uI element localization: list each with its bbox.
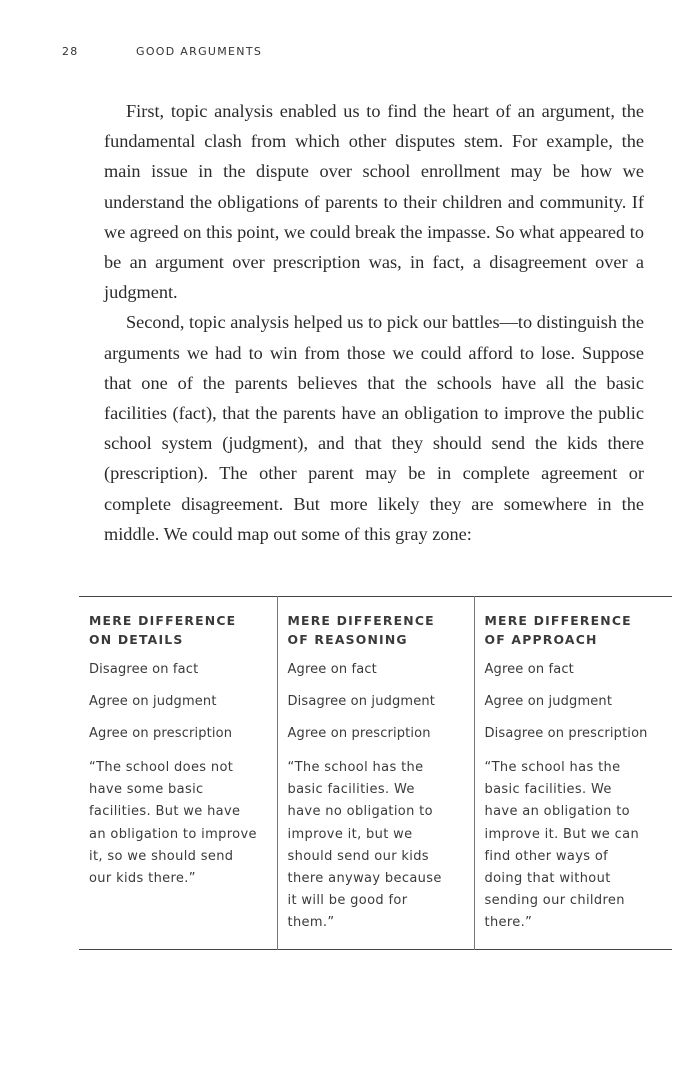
cell-prescription: Agree on prescription <box>89 726 233 741</box>
quote-line: have some basic <box>89 782 204 798</box>
quote-line: improve it, but we <box>287 826 413 842</box>
running-head <box>0 45 683 61</box>
quote-line: “The school does not <box>89 760 234 775</box>
quote-line: basic facilities. We <box>287 782 415 798</box>
header-line: OF APPROACH <box>484 632 598 647</box>
cell-quote-details <box>79 751 277 949</box>
header-reasoning <box>277 597 474 656</box>
cell-fact: Disagree on fact <box>89 662 199 677</box>
table-header-row <box>79 597 672 656</box>
header-line: MERE DIFFERENCE <box>484 613 632 628</box>
quote-line: it will be good for <box>287 893 408 909</box>
quote-line: there anyway because <box>287 871 442 887</box>
header-details <box>79 597 277 656</box>
cell-quote-reasoning <box>277 751 474 949</box>
quote-line: basic facilities. We <box>484 782 612 798</box>
cell-prescription: Agree on prescription <box>277 719 474 751</box>
book-title: GOOD ARGUMENTS <box>136 45 263 58</box>
quote-line: find other ways of <box>484 848 609 864</box>
paragraph-first: First, topic analysis enabled us to find the heart of an argument, the fundamental clash from which other disputes stem. For example, the main issue in the dispute over school enrollment may be how we understand the obligations of parents to their children and community. If we agreed on this point, we could break the impasse. So what appeared to be an argument over prescription was, in fact, a disagreement over a judgment. <box>104 101 644 303</box>
header-approach <box>474 597 672 656</box>
quote-line: improve it. But we can <box>484 826 640 842</box>
quote-line: our kids there.” <box>89 871 196 887</box>
quote-line: them.” <box>287 915 335 931</box>
quote-line: doing that without <box>484 871 611 887</box>
header-line: ON DETAILS <box>89 632 184 647</box>
cell-judgment: Disagree on judgment <box>277 687 474 719</box>
table-row-fact <box>79 655 672 687</box>
cell-quote-approach <box>474 751 672 949</box>
quote-line: an obligation to improve <box>89 826 257 842</box>
header-line: MERE DIFFERENCE <box>89 613 237 628</box>
quote-line: “The school has the <box>484 760 621 775</box>
quote-line: “The school has the <box>287 760 424 775</box>
paragraph-second: Second, topic analysis helped us to pick our battles—to distinguish the arguments we had to win from those we could afford to lose. Suppose that one of the parents believes that the schools have all the basic facilities (fact), that the parents have an obligation to improve the public school system (judgment), and that they should send the kids there (prescription). The other parent may be in complete agreement or complete disagreement. But more likely they are somewhere in the middle. We could map out some of this gray zone: <box>104 312 644 544</box>
cell-prescription: Disagree on prescription <box>474 719 672 751</box>
cell-fact: Agree on fact <box>474 655 672 687</box>
page-number: 28 <box>62 45 79 58</box>
quote-line: have no obligation to <box>287 804 433 820</box>
gray-zone-table <box>79 596 672 950</box>
table-row-quote <box>79 751 672 949</box>
quote-line: it, so we should send <box>89 848 234 864</box>
cell-judgment: Agree on judgment <box>89 694 217 709</box>
quote-line: facilities. But we have <box>89 804 241 820</box>
header-line: MERE DIFFERENCE <box>287 613 435 628</box>
body-text <box>104 96 644 549</box>
quote-line: there.” <box>484 915 533 931</box>
gray-zone-table-wrapper <box>79 596 672 950</box>
cell-fact: Agree on fact <box>277 655 474 687</box>
quote-line: have an obligation to <box>484 804 630 820</box>
table-row-judgment <box>79 687 672 719</box>
table-row-prescription <box>79 719 672 751</box>
quote-line: sending our children <box>484 893 625 909</box>
quote-line: should send our kids <box>287 848 429 864</box>
cell-judgment: Agree on judgment <box>474 687 672 719</box>
header-line: OF REASONING <box>287 632 408 647</box>
